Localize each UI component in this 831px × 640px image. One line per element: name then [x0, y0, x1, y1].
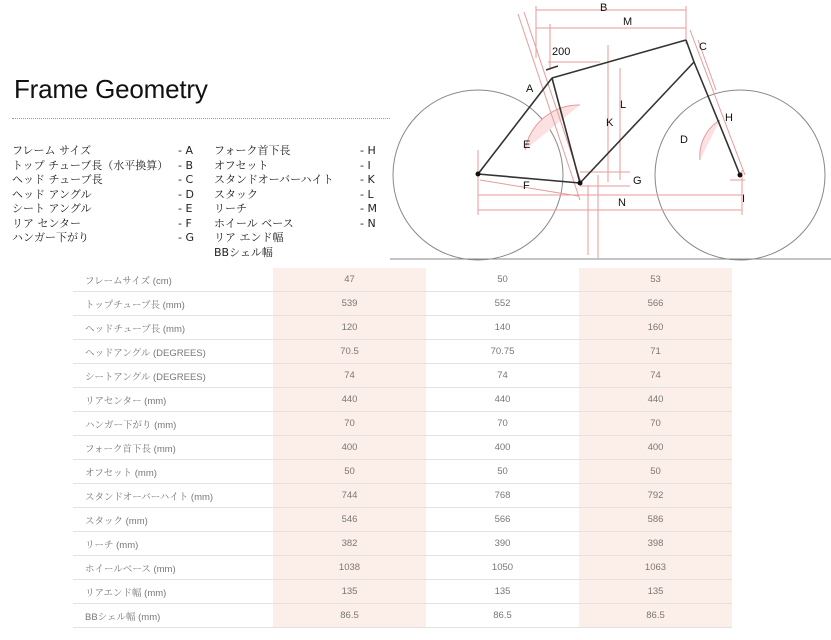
legend-label: BBシェル幅	[214, 245, 273, 259]
size-value-cell: 86.5	[579, 604, 732, 628]
legend-label: ヘッド アングル	[12, 187, 92, 201]
row-label: スタック (mm)	[73, 508, 273, 532]
table-row	[73, 364, 732, 388]
table-row	[73, 268, 732, 292]
bottom-bracket	[578, 181, 583, 186]
legend-item	[214, 144, 384, 159]
table-row	[73, 388, 732, 412]
legend-code: - C	[178, 173, 194, 186]
label-d: D	[680, 134, 688, 146]
label-m: M	[623, 16, 633, 28]
row-label: リーチ (mm)	[73, 532, 273, 556]
table-row	[73, 604, 732, 628]
table-row	[73, 460, 732, 484]
legend-item	[214, 217, 384, 232]
size-value-cell: 552	[426, 292, 579, 316]
legend-label: シート アングル	[12, 202, 92, 215]
legend-item	[12, 173, 202, 188]
size-value-cell: 400	[273, 436, 426, 460]
size-value-cell: 792	[579, 484, 732, 508]
label-i: I	[742, 193, 746, 205]
size-value-cell: 50	[579, 460, 732, 484]
legend-code: - F	[178, 216, 192, 230]
legend-code: - N	[360, 216, 376, 230]
legend-item	[214, 188, 384, 203]
label-k: K	[606, 117, 614, 129]
legend-code: - K	[360, 173, 375, 186]
legend-label: ハンガー下がり	[12, 231, 89, 244]
legend-label: フォーク首下長	[214, 144, 291, 157]
size-value-cell: 440	[579, 388, 732, 412]
size-value-cell: 86.5	[273, 604, 426, 628]
size-value-cell: 70	[579, 412, 732, 436]
size-value-cell: 135	[426, 580, 579, 604]
legend-item	[12, 202, 202, 217]
label-e: E	[523, 139, 531, 151]
legend-code: - H	[360, 144, 376, 157]
legend-label: フレーム サイズ	[12, 144, 92, 157]
legend-label: リア エンド幅	[214, 231, 284, 244]
label-n: N	[618, 197, 626, 209]
legend-code: - B	[178, 158, 194, 172]
size-value-cell: 440	[273, 388, 426, 412]
frame-geometry-diagram	[390, 0, 831, 265]
size-value-cell: 120	[273, 316, 426, 340]
table-row	[73, 556, 732, 580]
label-b: B	[600, 2, 608, 14]
legend-item	[12, 188, 202, 203]
legend-label: リア センター	[12, 216, 82, 230]
row-label: BBシェル幅 (mm)	[73, 604, 273, 628]
legend-item	[214, 202, 384, 217]
legend-item	[214, 246, 384, 261]
size-value-cell: 400	[579, 436, 732, 460]
label-f: F	[523, 180, 530, 192]
row-label: スタンドオーバーハイト (mm)	[73, 484, 273, 508]
size-value-cell: 1063	[579, 556, 732, 580]
row-label: ホイールベース (mm)	[73, 556, 273, 580]
legend-code: - D	[178, 187, 194, 201]
size-value-cell: 47	[273, 268, 426, 292]
row-label: シートアングル (DEGREES)	[73, 364, 273, 388]
label-g: G	[633, 175, 642, 187]
size-value-cell: 160	[579, 316, 732, 340]
legend-item	[214, 173, 384, 188]
row-label: リアセンター (mm)	[73, 388, 273, 412]
size-value-cell: 390	[426, 532, 579, 556]
size-value-cell: 382	[273, 532, 426, 556]
size-value-cell: 86.5	[426, 604, 579, 628]
size-value-cell: 70.5	[273, 340, 426, 364]
size-value-cell: 539	[273, 292, 426, 316]
geometry-table	[73, 268, 732, 628]
size-value-cell: 546	[273, 508, 426, 532]
row-label: フォーク首下長 (mm)	[73, 436, 273, 460]
size-value-cell: 566	[579, 292, 732, 316]
legend-label: トップ チューブ長（水平換算）	[12, 158, 169, 172]
bike-frame	[478, 40, 740, 183]
size-value-cell: 398	[579, 532, 732, 556]
label-h: H	[725, 112, 733, 124]
size-value-cell: 135	[273, 580, 426, 604]
size-value-cell: 53	[579, 268, 732, 292]
legend-right	[214, 144, 384, 260]
row-label: ヘッドアングル (DEGREES)	[73, 340, 273, 364]
legend-label: オフセット	[214, 158, 269, 172]
table-row	[73, 340, 732, 364]
size-value-cell: 744	[273, 484, 426, 508]
row-label: リアエンド幅 (mm)	[73, 580, 273, 604]
table-row	[73, 532, 732, 556]
size-value-cell: 135	[579, 580, 732, 604]
title-divider	[12, 118, 390, 119]
legend-label: スタック	[214, 187, 258, 201]
label-c: C	[699, 41, 707, 53]
row-label: フレームサイズ (cm)	[73, 268, 273, 292]
legend-item	[12, 144, 202, 159]
legend-code: - L	[360, 187, 374, 201]
legend-label: ヘッド チューブ長	[12, 173, 103, 186]
legend-label: スタンドオーバーハイト	[214, 173, 334, 186]
row-label: ヘッドチューブ長 (mm)	[73, 316, 273, 340]
size-value-cell: 70	[273, 412, 426, 436]
legend-code: - E	[178, 202, 193, 215]
size-value-cell: 74	[426, 364, 579, 388]
size-value-cell: 1050	[426, 556, 579, 580]
label-a: A	[526, 83, 534, 95]
legend-label: ホイール ベース	[214, 216, 294, 230]
size-value-cell: 566	[426, 508, 579, 532]
table-row	[73, 436, 732, 460]
size-value-cell: 586	[579, 508, 732, 532]
row-label: トップチューブ長 (mm)	[73, 292, 273, 316]
size-value-cell: 140	[426, 316, 579, 340]
legend-code: - I	[360, 158, 371, 172]
size-value-cell: 71	[579, 340, 732, 364]
row-label: ハンガー下がり (mm)	[73, 412, 273, 436]
size-value-cell: 50	[426, 460, 579, 484]
size-value-cell: 768	[426, 484, 579, 508]
legend-item	[12, 231, 202, 246]
size-value-cell: 440	[426, 388, 579, 412]
size-value-cell: 50	[426, 268, 579, 292]
size-value-cell: 50	[273, 460, 426, 484]
legend-item	[12, 159, 202, 174]
front-axle	[738, 173, 743, 178]
size-value-cell: 70.75	[426, 340, 579, 364]
table-row	[73, 508, 732, 532]
table-row	[73, 484, 732, 508]
size-value-cell: 74	[273, 364, 426, 388]
legend-item	[214, 159, 384, 174]
size-value-cell: 70	[426, 412, 579, 436]
legend-code: - M	[360, 202, 377, 215]
legend-item	[214, 231, 384, 246]
legend-code: - A	[178, 144, 193, 157]
size-value-cell: 400	[426, 436, 579, 460]
label-200: 200	[552, 46, 571, 58]
table-row	[73, 316, 732, 340]
size-value-cell: 74	[579, 364, 732, 388]
legend-item	[12, 217, 202, 232]
row-label: オフセット (mm)	[73, 460, 273, 484]
legend-label: リーチ	[214, 202, 247, 215]
legend-left	[12, 144, 202, 246]
label-l: L	[620, 99, 627, 111]
table-row	[73, 292, 732, 316]
rear-axle	[476, 172, 481, 177]
page-title: Frame Geometry	[14, 74, 208, 104]
legend-code: - G	[178, 231, 194, 244]
table-row	[73, 412, 732, 436]
size-value-cell: 1038	[273, 556, 426, 580]
table-row	[73, 580, 732, 604]
